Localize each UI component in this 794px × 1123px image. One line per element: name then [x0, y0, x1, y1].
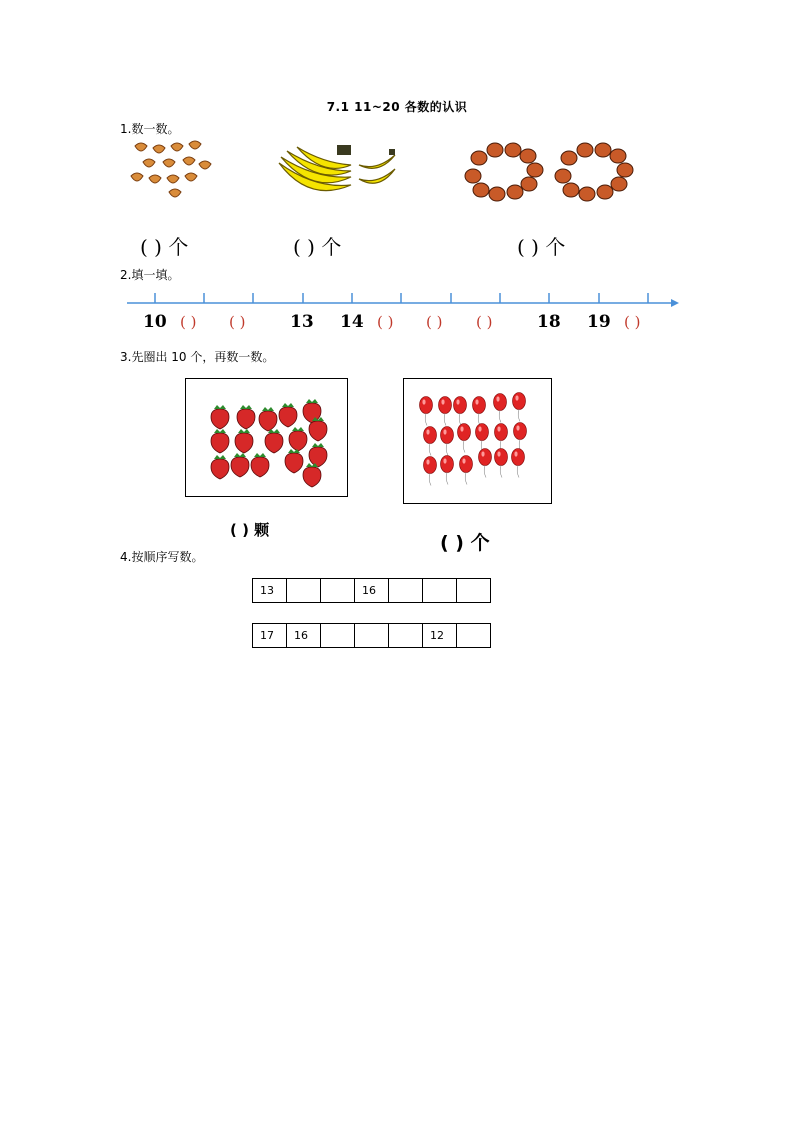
seq1-cell: 16 — [355, 579, 389, 603]
bead-rings-image — [465, 140, 640, 205]
seq2-cell[interactable] — [321, 624, 355, 648]
sequence-table-2 — [252, 623, 491, 648]
seq2-cell[interactable] — [457, 624, 491, 648]
seq2-cell: 12 — [423, 624, 457, 648]
strawberries-image — [186, 379, 347, 496]
seq2-cell: 16 — [287, 624, 321, 648]
number-14: 14 — [340, 312, 364, 332]
seq2-cell: 17 — [253, 624, 287, 648]
blank-16[interactable]: ( ) — [426, 313, 443, 331]
seq2-cell[interactable] — [389, 624, 423, 648]
blank-17[interactable]: ( ) — [476, 313, 493, 331]
seq1-cell: 13 — [253, 579, 287, 603]
page-title: 7.1 11~20 各数的认识 — [326, 100, 468, 114]
question-4-label: 4.按顺序写数。 — [120, 550, 204, 564]
seq1-cell[interactable] — [423, 579, 457, 603]
answer-nuts[interactable]: ( ) 个 — [140, 235, 189, 259]
sequence-table-1 — [252, 578, 491, 603]
seq1-cell[interactable] — [321, 579, 355, 603]
blank-12[interactable]: ( ) — [229, 313, 246, 331]
number-18: 18 — [537, 312, 561, 332]
bananas-image — [275, 143, 400, 198]
seq1-cell[interactable] — [389, 579, 423, 603]
seq2-cell[interactable] — [355, 624, 389, 648]
question-2-label: 2.填一填。 — [120, 268, 180, 282]
balloons-image — [404, 379, 551, 503]
seq1-cell[interactable] — [457, 579, 491, 603]
answer-bananas[interactable]: ( ) 个 — [293, 235, 342, 259]
number-10: 10 — [143, 312, 167, 332]
answer-beads[interactable]: ( ) 个 — [517, 235, 566, 259]
number-19: 19 — [587, 312, 611, 332]
answer-strawberries[interactable]: ( ) 颗 — [230, 521, 270, 539]
blank-11[interactable]: ( ) — [180, 313, 197, 331]
blank-15[interactable]: ( ) — [377, 313, 394, 331]
seq1-cell[interactable] — [287, 579, 321, 603]
nuts-image — [125, 138, 210, 203]
question-1-label: 1.数一数。 — [120, 122, 180, 136]
blank-20[interactable]: ( ) — [624, 313, 641, 331]
strawberry-box[interactable] — [185, 378, 348, 497]
question-3-label: 3.先圈出 10 个，再数一数。 — [120, 350, 275, 364]
answer-balloons[interactable]: ( ) 个 — [440, 532, 490, 554]
balloon-box[interactable] — [403, 378, 552, 504]
number-13: 13 — [290, 312, 314, 332]
number-line — [125, 290, 685, 310]
